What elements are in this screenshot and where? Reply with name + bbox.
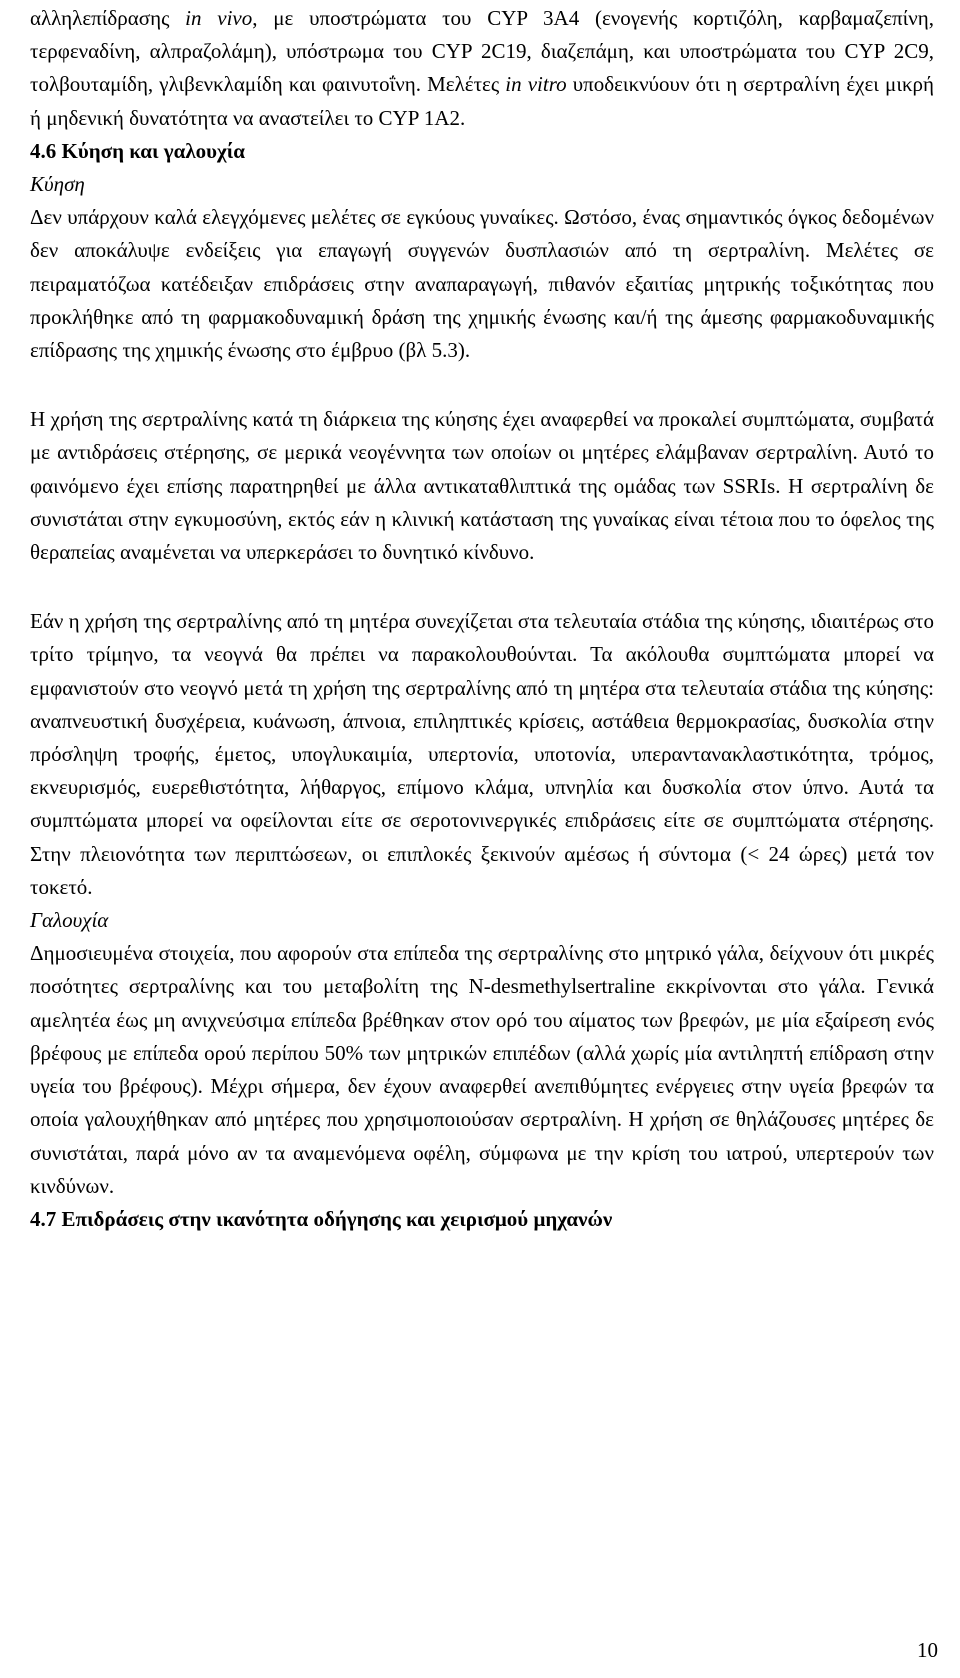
subheading-pregnancy: Κύηση <box>30 172 85 197</box>
pregnancy-paragraph-2: Η χρήση της σερτραλίνης κατά τη διάρκεια της κύησης έχει αναφερθεί να προκαλεί συμπτώματα, συμβατά με αντιδράσεις στέρησης, σε μερικά νεογέννητα των οποίων οι μητέρες ελάμβαναν σερτραλίνη. Αυτό το φαινόμενο έχει επίσης παρατηρηθεί με άλλα αντικαταθλιπτικά της ομάδας των SSRIs. Η σερτραλίνη δε συνιστάται στην εγκυμοσύνη, εκτός εάν η κλινική κατάσταση της γυναίκας είναι τέτοια που το όφελος της θεραπείας αναμένεται να υπερκεράσει το δυνητικό κίνδυνο. <box>30 407 934 565</box>
intro-in-vivo: in vivo <box>185 6 253 30</box>
pregnancy-paragraph-1: Δεν υπάρχουν καλά ελεγχόμενες μελέτες σε εγκύους γυναίκες. Ωστόσο, ένας σημαντικός όγκος δεδομένων δεν αποκάλυψε ενδείξεις για επαγωγή συγγενών δυσπλασιών από τη σερτραλίνη. Μελέτες σε πειραματόζωα κατέδειξαν επιδράσεις στην αναπαραγωγή, πιθανόν εξαιτίας μητρικής τοξικότητας που προκλήθηκε από τη φαρμακοδυναμική δράση της χημικής ένωσης και/ή της άμεσης φαρμακοδυναμικής επίδρασης της χημικής ένωσης στο έμβρυο (βλ 5.3). <box>30 205 934 363</box>
intro-text-2: , με υποστρώματα του CYP 3A4 (ενογενής κορτιζόλη, καρβαμαζεπίνη, τερφεναδίνη, αλπραζολάμη), υπόστρωμα του CYP 2C19, διαζεπάμη, και υποστρώματα του CYP 2C9, τολβουταμίδη, γλιβενκλαμίδη και φαινυτοΐνη. Μελέτες <box>30 6 934 97</box>
pregnancy-paragraph-3: Εάν η χρήση της σερτραλίνης από τη μητέρα συνεχίζεται στα τελευταία στάδια της κύησης, ιδιαιτέρως στο τρίτο τρίμηνο, τα νεογνά θα πρέπει να παρακολουθούνται. Τα ακόλουθα συμπτώματα μπορεί να εμφανιστούν στο νεογνό μετά τη χρήση της σερτραλίνης από τη μητέρα στα τελευταία στάδια της κύησης: αναπνευστική δυσχέρεια, κυάνωση, άπνοια, επιληπτικές κρίσεις, αστάθεια θερμοκρασίας, δυσκολία στην πρόσληψη τροφής, έμετος, υπογλυκαιμία, υπερτονία, υποτονία, υπεραντανακλαστικότητα, τρόμος, εκνευρισμός, ευερεθιστότητα, λήθαργος, επίμονο κλάμα, υπνηλία και δυσκολία στον ύπνο. Αυτά τα συμπτώματα μπορεί να οφείλονται είτε σε σεροτονινεργικές επιδράσεις είτε σε συμπτώματα στέρησης. Στην πλειονότητα των περιπτώσεων, οι επιπλοκές ξεκινούν αμέσως ή σύντομα (< 24 ώρες) μετά τον τοκετό. <box>30 609 934 899</box>
lactation-paragraph: Δημοσιευμένα στοιχεία, που αφορούν στα επίπεδα της σερτραλίνης στο μητρικό γάλα, δείχνουν ότι μικρές ποσότητες σερτραλίνης και του μεταβολίτη της N-desmethylsertraline εκκρίνονται στο γάλα. Γενικά αμελητέα έως μη ανιχνεύσιμα επίπεδα βρέθηκαν στον ορό του αίματος των βρεφών, με μία εξαίρεση ενός βρέφους με επίπεδα ορού περίπου 50% των μητρικών επιπέδων (αλλά χωρίς μία αντιληπτή επίδραση στην υγεία του βρέφους). Μέχρι σήμερα, δεν έχουν αναφερθεί ανεπιθύμητες ενέργειες στην υγεία βρεφών τα οποία γαλουχήθηκαν από μητέρες που χρησιμοποιούσαν σερτραλίνη. Η χρήση σε θηλάζουσες μητέρες δε συνιστάται, παρά μόνο αν τα αναμενόμενα οφέλη, σύμφωνα με την κρίση του ιατρού, υπερτερούν των κινδύνων. <box>30 941 934 1198</box>
intro-paragraph <box>30 2 934 135</box>
intro-text-3: υποδεικνύουν ότι η σερτραλίνη έχει μικρή ή μηδενική δυνατότητα να αναστείλει το CYP 1A2. <box>30 72 935 130</box>
intro-in-vitro: in vitro <box>505 72 567 97</box>
intro-text-1: αλληλεπίδρασης <box>30 6 186 30</box>
section-heading-4-7: 4.7 Επιδράσεις στην ικανότητα οδήγησης και χειρισμού μηχανών <box>30 1206 613 1231</box>
page-number: 10 <box>917 1638 938 1662</box>
section-heading-4-6: 4.6 Κύηση και γαλουχία <box>30 138 245 163</box>
document-page <box>30 0 934 1236</box>
subheading-lactation: Γαλουχία <box>30 908 109 933</box>
